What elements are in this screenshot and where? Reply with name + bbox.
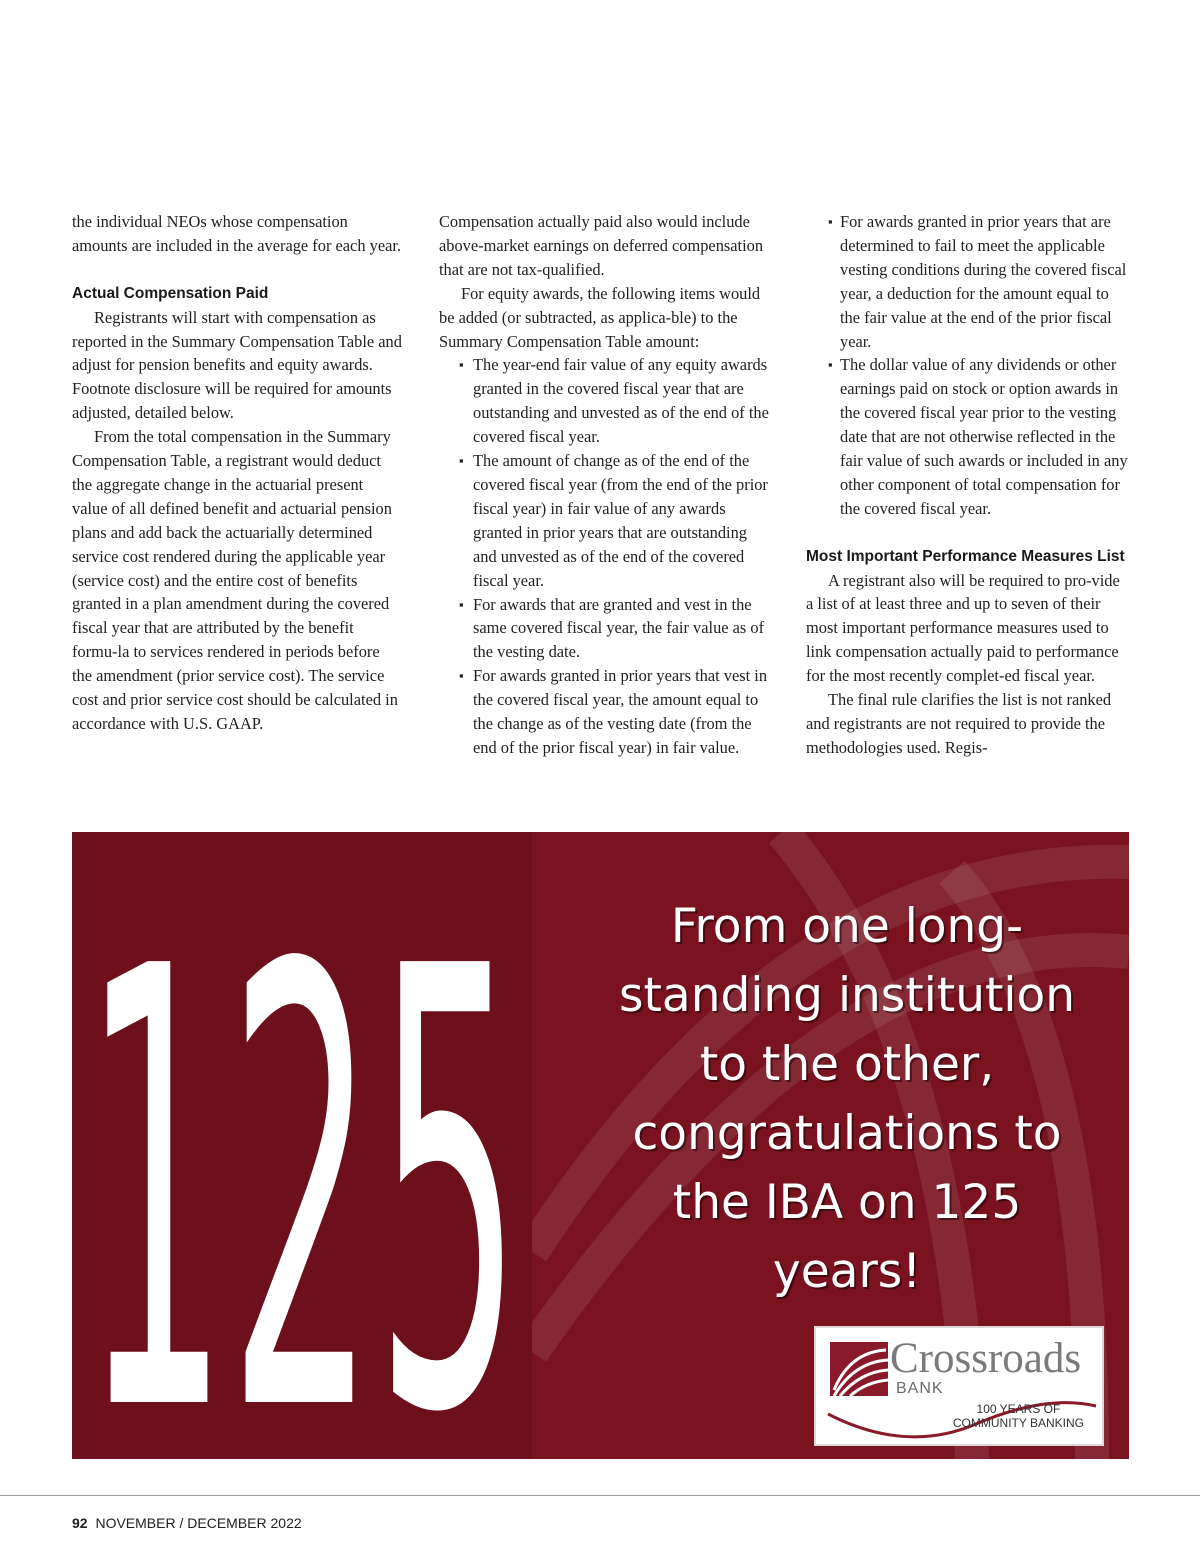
paragraph-total-compensation: From the total compensation in the Summary Compensation Table, a registrant would deduct the aggregate change in the actuarial present value of all defined benefit and actuarial pension plans and add back the actuarially determined service cost rendered during the applicable year (service cost) and the entire cost of benefits granted in a plan amendment during the covered fiscal year that are attributed by the benefit formu-la to services rendered in periods before the amendment (prior service cost). The service cost and prior service cost should be calculated in accordance with U.S. GAAP. [72, 427, 398, 734]
paragraph-measures-list: A registrant also will be required to pro-vide a list of at least three and up to seven of their most important performance measures used to link compensation actually paid to performance for the most recently complet-ed fiscal year. [806, 570, 1120, 686]
paragraph-registrants: Registrants will start with compensation as reported in the Summary Compensation Table and adjust for pension benefits and equity awards. Footnote disclosure will be required for amounts adjusted, detailed below. [72, 307, 402, 423]
article-column-1 [72, 210, 402, 736]
equity-adjustments-list [439, 353, 769, 759]
logo-sub: BANK [896, 1380, 944, 1397]
logo-tagline-2: COMMUNITY BANKING [952, 1416, 1084, 1430]
list-item: ▪ For awards granted in prior years that vest in the covered fiscal year, the amount equal to the change as of the vesting date (from the end of the prior fiscal year) in fair value. [473, 664, 769, 760]
crossroads-bank-advertisement [72, 832, 1129, 1459]
heading-actual-compensation-paid: Actual Compensation Paid [72, 284, 269, 302]
list-item: ▪ For awards that are granted and vest in the same covered fiscal year, the fair value as of the vesting date. [473, 593, 769, 665]
big-number-text: 125 [82, 841, 522, 1459]
issue-date: NOVEMBER / DECEMBER 2022 [95, 1515, 302, 1531]
list-item: ▪ For awards granted in prior years that are determined to fail to meet the applicable vesting conditions during the covered fiscal year, a deduction for the amount equal to the fair value at the end of the prior fiscal year. [840, 210, 1131, 353]
paragraph-final-rule: The final rule clarifies the list is not ranked and registrants are not required to provide the methodologies used. Regis- [806, 690, 1112, 757]
article-column-3 [806, 210, 1131, 760]
paragraph-intro: the individual NEOs whose compensation amounts are included in the average for each year. [72, 212, 402, 255]
list-item: ▪ The dollar value of any dividends or other earnings paid on stock or option awards in the covered fiscal year prior to the vesting date that are not otherwise reflected in the fair value of such awards or included in any other component of total compensation for the covered fiscal year. [840, 353, 1131, 520]
paragraph-compensation-paid: Compensation actually paid also would include above-market earnings on deferred compensation that are not tax-qualified. [439, 212, 764, 279]
footer-divider [0, 1495, 1200, 1496]
crossroads-bank-logo [814, 1326, 1104, 1446]
heading-performance-measures: Most Important Performance Measures List [806, 547, 1125, 565]
equity-adjustments-list-continued [806, 210, 1131, 521]
big-number-125 [72, 832, 532, 1459]
article-column-2 [439, 210, 769, 760]
page-number: 92 [72, 1515, 88, 1531]
logo-tagline [953, 1402, 1084, 1430]
ad-message: From one long-standing institution to the other, congratulations to the IBA on 125 years! [618, 899, 1076, 1299]
paragraph-equity-awards: For equity awards, the following items would be added (or subtracted, as applica-ble) to the Summary Compensation Table amount: [439, 283, 761, 351]
logo-tagline-1: 100 YEARS OF [976, 1402, 1061, 1416]
list-item: ▪ The amount of change as of the end of the covered fiscal year (from the end of the prior fiscal year) in fair value of any awards granted in prior years that are outstanding and unvested as of the end of the covered fiscal year. [473, 449, 769, 592]
page-footer [72, 1515, 302, 1531]
list-item: ▪ The year-end fair value of any equity awards granted in the covered fiscal year that are outstanding and unvested as of the end of the covered fiscal year. [473, 353, 769, 449]
logo-name: Crossroads [890, 1335, 1082, 1382]
